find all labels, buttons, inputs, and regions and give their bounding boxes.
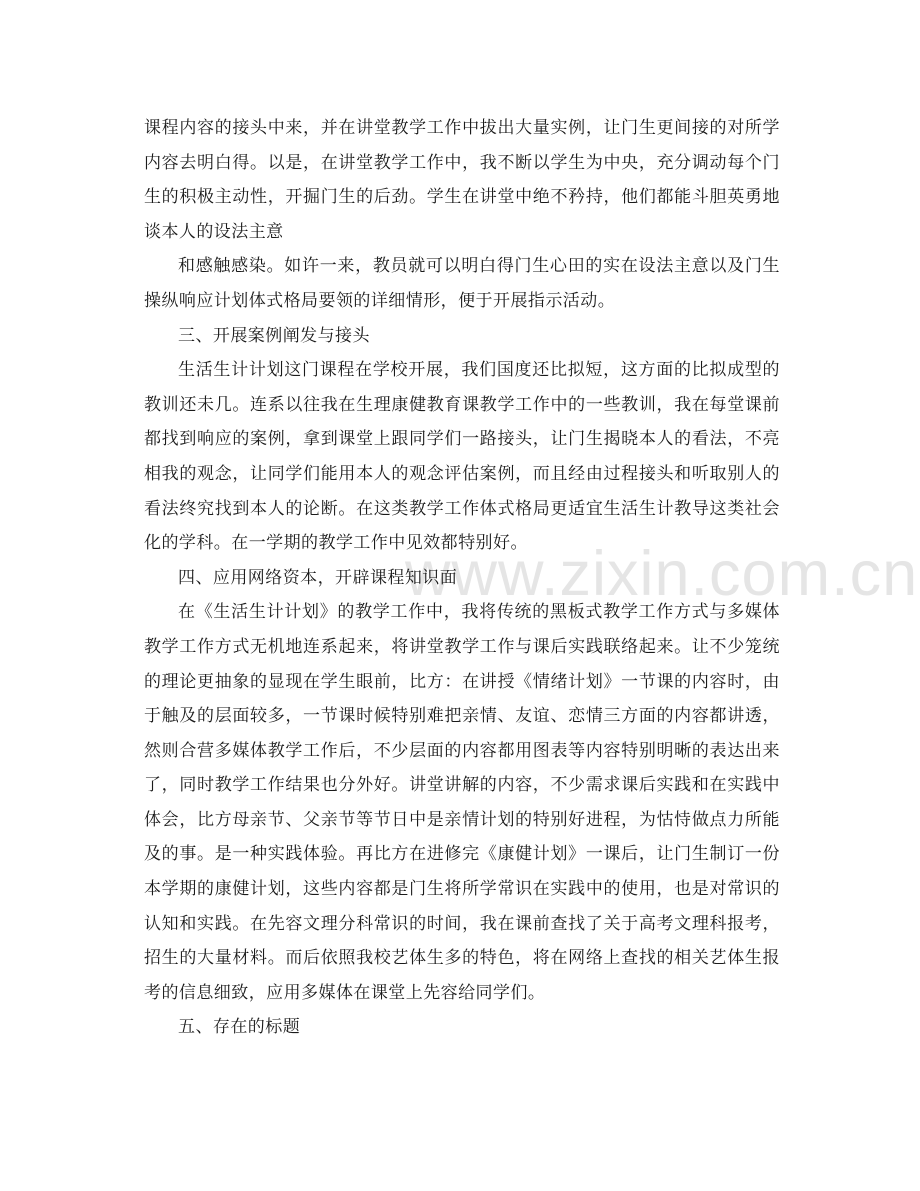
paragraph-4: 在《生活生计计划》的教学工作中，我将传统的黑板式教学工作方式与多媒体教学工作方式无机地连系起来，将讲堂教学工作与课后实践联络起来。让不少笼统的理论更抽象的显现在学生眼前，比方：在讲授《情绪计划》一节课的内容时，由于触及的层面较多，一节课时候特别难把亲情、友谊、恋情三方面的内容都讲透，然则合营多媒体教学工作后，不少层面的内容都用图表等内容特别明晰的表达出来了，同时教学工作结果也分外好。讲堂讲解的内容，不少需求课后实践和在实践中体会，比方母亲节、父亲节等节日中是亲情计划的特别好进程，为怙恃做点力所能及的事。是一种实践体验。再比方在进修完《康健计划》一课后，让门生制订一份本学期的康健计划，这些内容都是门生将所学常识在实践中的使用，也是对常识的认知和实践。在先容文理分科常识的时间，我在课前查找了关于高考文理科报考，招生的大量材料。而后依照我校艺体生多的特色，将在网络上查找的相关艺体生报考的信息细致，应用多媒体在课堂上先容给同学们。 <box>144 602 780 1003</box>
section-heading-4: 四、应用网络资本，开辟课程知识面 <box>178 567 458 588</box>
section-heading-5: 五、存在的标题 <box>178 1017 301 1038</box>
paragraph-2: 和感触感染。如许一来，教员就可以明白得门生心田的实在设法主意以及门生操纵响应计划体式格局要领的详细情形，便于开展指示活动。 <box>144 256 780 311</box>
document-body <box>144 111 780 1045</box>
section-heading-3: 三、开展案例阐发与接头 <box>178 325 370 346</box>
paragraph-3: 生活生计计划这门课程在学校开展，我们国度还比拟短，这方面的比拟成型的教训还未几。连系以往我在生理康健教育课教学工作中的一些教训，我在每堂课前都找到响应的案例，拿到课堂上跟同学们一路接头，让门生揭晓本人的看法，不亮相我的观念，让同学们能用本人的观念评估案例，而且经由过程接头和听取别人的看法终究找到本人的论断。在这类教学工作体式格局更适宜生活生计教导这类社会化的学科。在一学期的教学工作中见效都特别好。 <box>144 360 780 554</box>
paragraph-1: 课程内容的接头中来，并在讲堂教学工作中拔出大量实例，让门生更间接的对所学内容去明白得。以是，在讲堂教学工作中，我不断以学生为中央，充分调动每个门生的积极主动性，开掘门生的后劲。学生在讲堂中绝不矜持，他们都能斗胆英勇地谈本人的设法主意 <box>144 118 780 242</box>
watermark: www.zixin.com.cn <box>405 539 919 609</box>
